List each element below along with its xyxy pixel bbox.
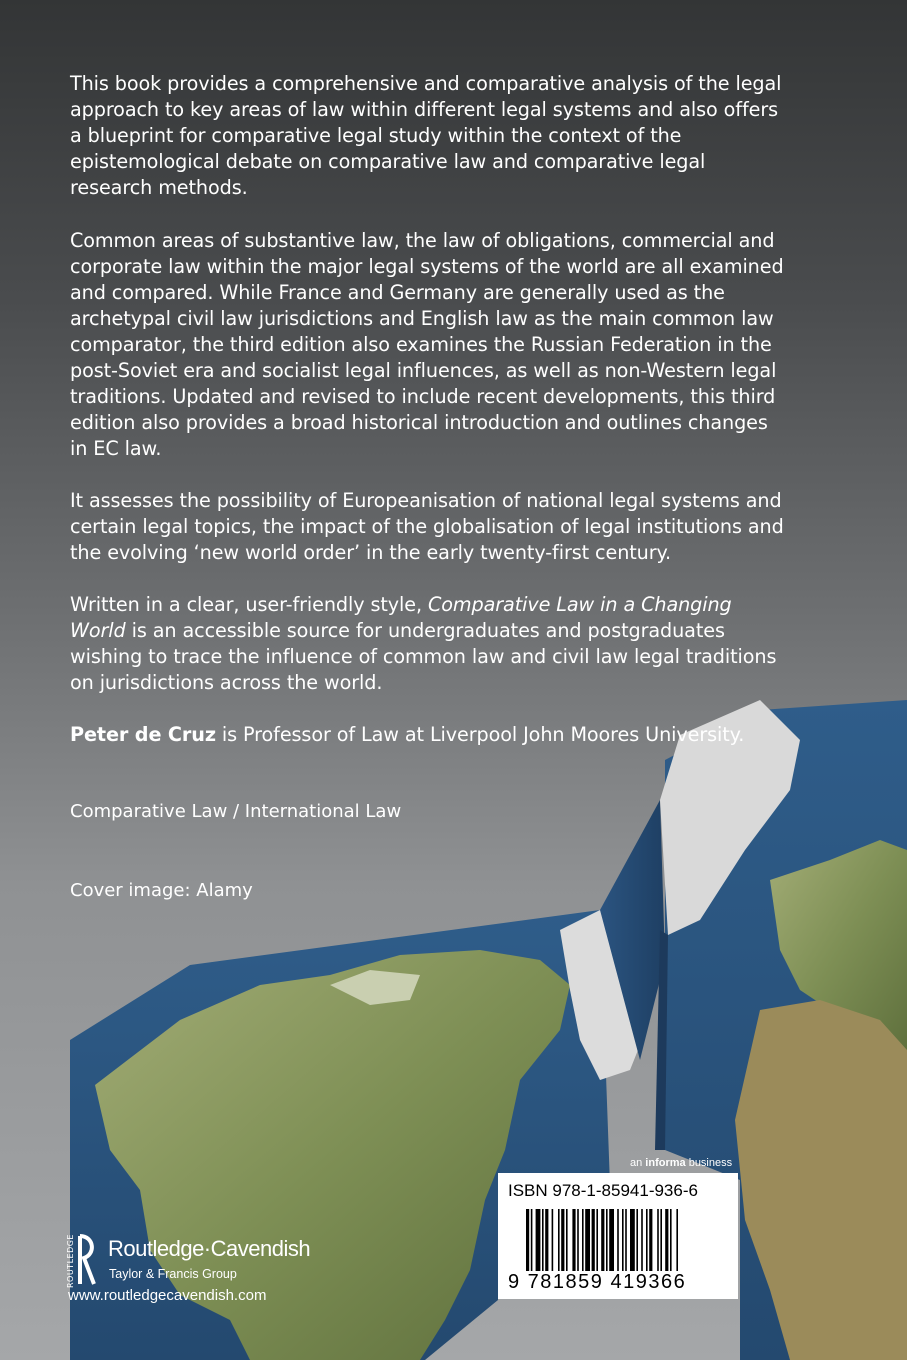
barcode-bar [596,1209,598,1271]
barcode-bar [625,1209,627,1271]
publisher-name: Routledge·Cavendish [108,1236,311,1261]
blurb-p4-lead: Written in a clear, user-friendly style, [70,593,428,616]
routledge-logo-icon [76,1234,98,1286]
barcode-bar [542,1209,544,1271]
barcode-bar [670,1209,672,1271]
barcode-bar [660,1209,662,1271]
barcode-bar [592,1209,595,1271]
publisher-website[interactable]: www.routledgecavendish.com [68,1287,267,1304]
author-statement [70,722,790,748]
barcode-digits: 9 781859 419366 [508,1271,687,1293]
barcode-bar [531,1209,533,1271]
barcode-bars [526,1209,730,1271]
barcode-bar [609,1209,614,1271]
barcode-bar [606,1209,608,1271]
informa-pre: an [630,1157,646,1169]
publisher-block [60,1232,420,1312]
barcode-bar [657,1209,659,1271]
barcode-bar [622,1209,624,1271]
informa-bold: informa [645,1157,686,1169]
author-bio: is Professor of Law at Liverpool John Moores University. [215,723,745,746]
informa-post: business [685,1157,733,1169]
barcode-bar [617,1209,619,1271]
barcode-bar [630,1209,635,1271]
barcode-bar [665,1209,668,1271]
blurb-paragraph-3: It assesses the possibility of Europeanisation of national legal systems and certain legal topics, the impact of the globalisation of legal institutions and the evolving ‘new world order’ in the early twenty-first century. [70,489,784,564]
barcode-bar [552,1209,554,1271]
barcode-bar [636,1209,638,1271]
barcode-box [498,1173,738,1299]
blurb-paragraph-2: Common areas of substantive law, the law of obligations, commercial and corporate law within the major legal systems of the world are all examined and compared. While France and Germany are generally used as the archetypal civil law jurisdictions and English law as the main common law comparator, the third edition also examines the Russian Federation in the post-Soviet era and socialist legal influences, as well as non-Western legal traditions. Updated and revised to include recent developments, this third edition also provides a broad historical introduction and outlines changes in EC law. [70,229,784,460]
isbn-text: ISBN 978-1-85941-936-6 [508,1181,698,1200]
book-title: Comparative Law in a Changing World [70,593,732,642]
barcode-bar [676,1209,678,1271]
barcode-bar [558,1209,560,1271]
informa-business-line [630,1157,732,1169]
author-name: Peter de Cruz [70,723,216,746]
barcode-bar [649,1209,652,1271]
barcode-bar [536,1209,541,1271]
publisher-group: Taylor & Francis Group [109,1267,237,1281]
blurb-paragraph-1: This book provides a comprehensive and comparative analysis of the legal approach to key areas of law within different legal systems and also offers a blueprint for comparative legal study within the context of the epistemological debate on comparative law and comparative legal research methods. [70,72,782,199]
barcode-bar [585,1209,590,1271]
barcode-bar [526,1209,529,1271]
barcode-bar [601,1209,604,1271]
barcode-bar [577,1209,579,1271]
barcode-bar [545,1209,548,1271]
blurb-paragraph-4 [70,592,790,696]
barcode-bar [572,1209,575,1271]
barcode-bar [566,1209,568,1271]
routledge-vertical-mark: ROUTLEDGE [66,1234,75,1289]
barcode-bar [582,1209,584,1271]
barcode-bar [641,1209,643,1271]
subject-category: Comparative Law / International Law [70,801,402,822]
barcode-bar [646,1209,648,1271]
barcode-bar [561,1209,564,1271]
cover-image-credit: Cover image: Alamy [70,880,253,901]
blurb-p4-rest: is an accessible source for undergraduates and postgraduates wishing to trace the influence of common law and civil law legal traditions on jurisdictions across the world. [70,619,777,694]
